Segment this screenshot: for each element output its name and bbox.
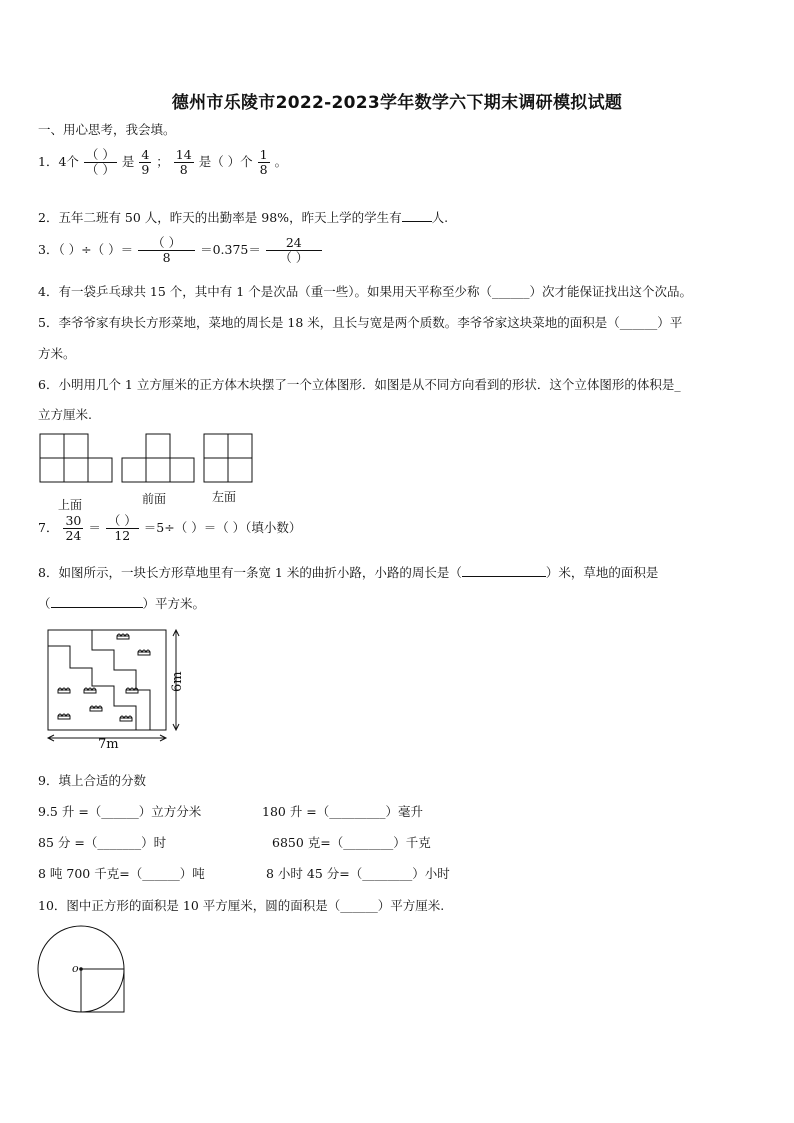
q2-text: 2．五年二班有 50 人，昨天的出勤率是 98%，昨天上学的学生有 — [38, 210, 402, 225]
question-1 — [38, 148, 287, 177]
q9-row-2-right: 6850 克=（________）千克 — [272, 835, 431, 850]
left-view-figure — [204, 434, 252, 482]
zigzag-path-figure — [36, 622, 196, 752]
front-view-label: 前面 — [142, 492, 167, 506]
question-6-line-2: 立方厘米. — [38, 407, 92, 422]
q8-text-3: （ — [38, 596, 51, 611]
q8-perimeter-blank[interactable] — [462, 576, 546, 577]
question-6-line-1: 6．小明用几个 1 立方厘米的正方体木块摆了一个立体图形．如图是从不同方向看到的形状．这个立体图形的体积是_ — [38, 377, 681, 392]
q7-fraction-over-12: $\frac{( )}{12}$ — [107, 513, 137, 543]
q2-answer-blank[interactable] — [402, 221, 432, 222]
q7-text: ＝5÷（ ）＝（ ）（填小数） — [143, 519, 302, 535]
page-title: 德州市乐陵市2022-2023学年数学六下期末调研模拟试题 — [171, 93, 623, 113]
q1-text-3: ； — [156, 153, 169, 169]
q8-text-4: ）平方米。 — [142, 596, 206, 611]
q2-end: 人. — [431, 210, 449, 225]
q8-text-2: ）米，草地的面积是 — [545, 565, 659, 580]
left-view-label: 左面 — [212, 490, 237, 504]
question-5-line-2: 方米。 — [38, 346, 76, 361]
width-label: 7m — [98, 737, 119, 752]
question-3 — [38, 236, 323, 265]
question-8-line-1 — [38, 563, 658, 581]
top-view-figure — [40, 434, 112, 482]
center-point — [79, 967, 83, 971]
q1-fraction-4-9: $\frac{4}{9}$ — [141, 147, 150, 177]
question-4: 4．有一袋乒乓球共 15 个，其中有 1 个是次品（重一些）。如果用天平称至少称（______）次才能保证找出这个次品。 — [38, 284, 692, 299]
q9-row-1-right: 180 升 =（_________）毫升 — [262, 804, 424, 819]
q7-fraction-30-24: $\frac{30}{24}$ — [65, 513, 82, 543]
square-shape — [81, 969, 124, 1012]
q9-row-2-left: 85 分 =（_______）时 — [38, 835, 167, 850]
q9-row-3-right: 8 小时 45 分=（________）小时 — [266, 866, 450, 881]
q9-row-1-left: 9.5 升 =（______）立方分米 — [38, 804, 202, 819]
front-view-figure — [122, 434, 194, 482]
q8-text-1: 8．如图所示，一块长方形草地里有一条宽 1 米的曲折小路，小路的周长是（ — [38, 565, 462, 580]
q9-row-3-left: 8 吨 700 千克=（______）吨 — [38, 866, 205, 881]
q7-equals: ＝ — [88, 519, 101, 535]
question-7 — [38, 514, 301, 543]
q7-number: 7． — [38, 519, 59, 535]
question-5-line-1: 5．李爷爷家有块长方形菜地，菜地的周长是 18 米，且长与宽是两个质数。李爷爷家这块菜地的面积是（______）平 — [38, 315, 683, 330]
q1-fraction-14-8: $\frac{14}{8}$ — [175, 147, 192, 177]
path-edge-upper — [92, 630, 150, 730]
question-9-title: 9．填上合适的分数 — [38, 773, 146, 788]
q1-text-5: 。 — [274, 153, 288, 169]
q3-fraction-over-8: $\frac{( )}{8}$ — [138, 236, 195, 265]
q1-text-4: 是（ ）个 — [198, 153, 253, 169]
q3-fraction-24: $\frac{24}{( )}$ — [266, 236, 322, 265]
question-2 — [38, 208, 448, 226]
question-10: 10．图中正方形的面积是 10 平方厘米，圆的面积是（______）平方厘米. — [38, 898, 445, 913]
q1-text-1: 1．4个 — [38, 153, 79, 169]
q1-fraction-blank: $\frac{( )}{( )}$ — [85, 147, 115, 177]
circle-square-figure — [34, 922, 134, 1018]
center-label: o — [72, 962, 79, 975]
q3-text-1: 3．（ ）÷（ ）＝ — [38, 241, 134, 257]
path-edge-lower — [48, 646, 136, 730]
top-view-label: 上面 — [58, 498, 83, 512]
q3-text-2: ＝0.375＝ — [200, 241, 261, 257]
q8-area-blank[interactable] — [51, 607, 143, 608]
question-8-line-2 — [38, 594, 205, 612]
section-heading: 一、用心思考，我会填。 — [38, 122, 176, 137]
height-label: 6m — [170, 671, 185, 692]
q1-fraction-1-8: $\frac{1}{8}$ — [259, 147, 268, 177]
q1-text-2: 是 — [121, 153, 135, 169]
